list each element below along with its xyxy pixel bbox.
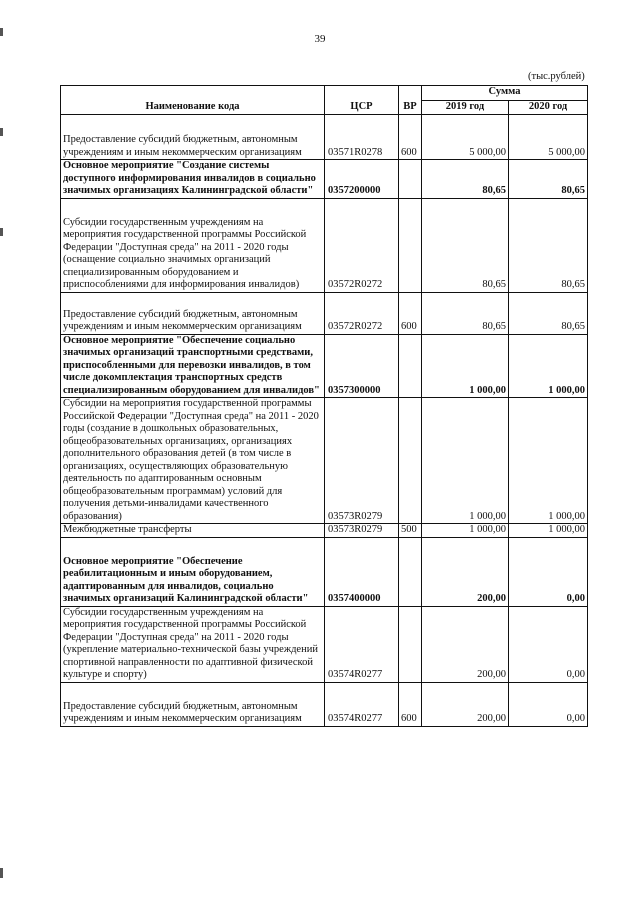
row-csr: 03571R0278 (325, 115, 399, 160)
row-name: Предоставление субсидий бюджетным, автономным учреждениям и иным некоммерческим организациям (61, 115, 325, 160)
row-vr: 600 (399, 292, 422, 334)
table-row (61, 115, 588, 160)
row-2019: 80,65 (422, 160, 509, 199)
row-vr (399, 398, 422, 524)
row-2019: 1 000,00 (422, 524, 509, 538)
row-2020: 0,00 (509, 537, 588, 606)
header-2019: 2019 год (422, 100, 509, 115)
row-csr: 03572R0272 (325, 292, 399, 334)
row-2019: 200,00 (422, 606, 509, 682)
row-2019: 80,65 (422, 198, 509, 292)
row-2019: 1 000,00 (422, 334, 509, 398)
row-vr: 600 (399, 682, 422, 726)
table-row (61, 198, 588, 292)
table-row (61, 292, 588, 334)
row-vr (399, 537, 422, 606)
row-name: Субсидии государственным учреждениям на мероприятия государственной программы Российской Федерации "Доступная среда" на 2011 - 2020 годы (оснащение социально значимых организаций специализированным оборудованием и приспособлениями для информирования инвалидов) (61, 198, 325, 292)
table-row (61, 537, 588, 606)
row-name: Основное мероприятие "Обеспечение реабилитационным и иным оборудованием, адаптированным для инвалидов, социально значимых организаций Калининградской области" (61, 537, 325, 606)
row-2019: 200,00 (422, 682, 509, 726)
row-2020: 0,00 (509, 682, 588, 726)
row-2020: 5 000,00 (509, 115, 588, 160)
header-vr: ВР (399, 86, 422, 115)
row-vr (399, 160, 422, 199)
row-2020: 80,65 (509, 292, 588, 334)
row-2019: 200,00 (422, 537, 509, 606)
row-2020: 0,00 (509, 606, 588, 682)
table-row (61, 606, 588, 682)
row-csr: 03573R0279 (325, 398, 399, 524)
row-name: Предоставление субсидий бюджетным, автономным учреждениям и иным некоммерческим организациям (61, 292, 325, 334)
table-row (61, 524, 588, 538)
row-name: Межбюджетные трансферты (61, 524, 325, 538)
header-name: Наименование кода (61, 86, 325, 115)
row-name: Субсидии на мероприятия государственной программы Российской Федерации "Доступная среда" на 2011 - 2020 годы (создание в дошкольных образовательных, общеобразовательных организациях, организациях дополнительного образования детей (в том числе в организациях, осуществляющих образовательную деятельность по адаптированным основным общеобразовательным программам) условий для получения детьми-инвалидами качественного образования) (61, 398, 325, 524)
row-2020: 80,65 (509, 160, 588, 199)
table-row (61, 160, 588, 199)
row-name: Предоставление субсидий бюджетным, автономным учреждениям и иным некоммерческим организациям (61, 682, 325, 726)
table-row (61, 398, 588, 524)
row-2020: 80,65 (509, 198, 588, 292)
row-2019: 80,65 (422, 292, 509, 334)
row-vr: 500 (399, 524, 422, 538)
row-csr: 03574R0277 (325, 682, 399, 726)
row-vr (399, 606, 422, 682)
row-2020: 1 000,00 (509, 524, 588, 538)
row-csr: 0357400000 (325, 537, 399, 606)
row-vr (399, 198, 422, 292)
page-edge-mark (0, 228, 3, 236)
table-row (61, 682, 588, 726)
row-2020: 1 000,00 (509, 398, 588, 524)
row-vr (399, 334, 422, 398)
row-name: Основное мероприятие "Обеспечение социально значимых организаций транспортными средствами, приспособленными для перевозки инвалидов, в том числе докомплектация транспортных средств специализированным оборудованием для инвалидов" (61, 334, 325, 398)
row-csr: 03573R0279 (325, 524, 399, 538)
header-sum: Сумма (422, 86, 588, 101)
row-2019: 1 000,00 (422, 398, 509, 524)
units-label: (тыс.рублей) (528, 71, 585, 82)
header-csr: ЦСР (325, 86, 399, 115)
row-2020: 1 000,00 (509, 334, 588, 398)
row-csr: 03572R0272 (325, 198, 399, 292)
table-row (61, 334, 588, 398)
row-csr: 03574R0277 (325, 606, 399, 682)
row-vr: 600 (399, 115, 422, 160)
budget-table (60, 85, 588, 727)
page-edge-mark (0, 868, 3, 878)
page-edge-mark (0, 128, 3, 136)
page-number: 39 (314, 33, 326, 45)
row-csr: 0357200000 (325, 160, 399, 199)
row-name: Субсидии государственным учреждениям на мероприятия государственной программы Российской Федерации "Доступная среда" на 2011 - 2020 годы (укрепление материально-технической базы учреждений спортивной направленности по адаптивной физической культуре и спорту) (61, 606, 325, 682)
header-2020: 2020 год (509, 100, 588, 115)
row-csr: 0357300000 (325, 334, 399, 398)
row-name: Основное мероприятие "Создание системы доступного информирования инвалидов в социально значимых организациях Калининградской области" (61, 160, 325, 199)
row-2019: 5 000,00 (422, 115, 509, 160)
